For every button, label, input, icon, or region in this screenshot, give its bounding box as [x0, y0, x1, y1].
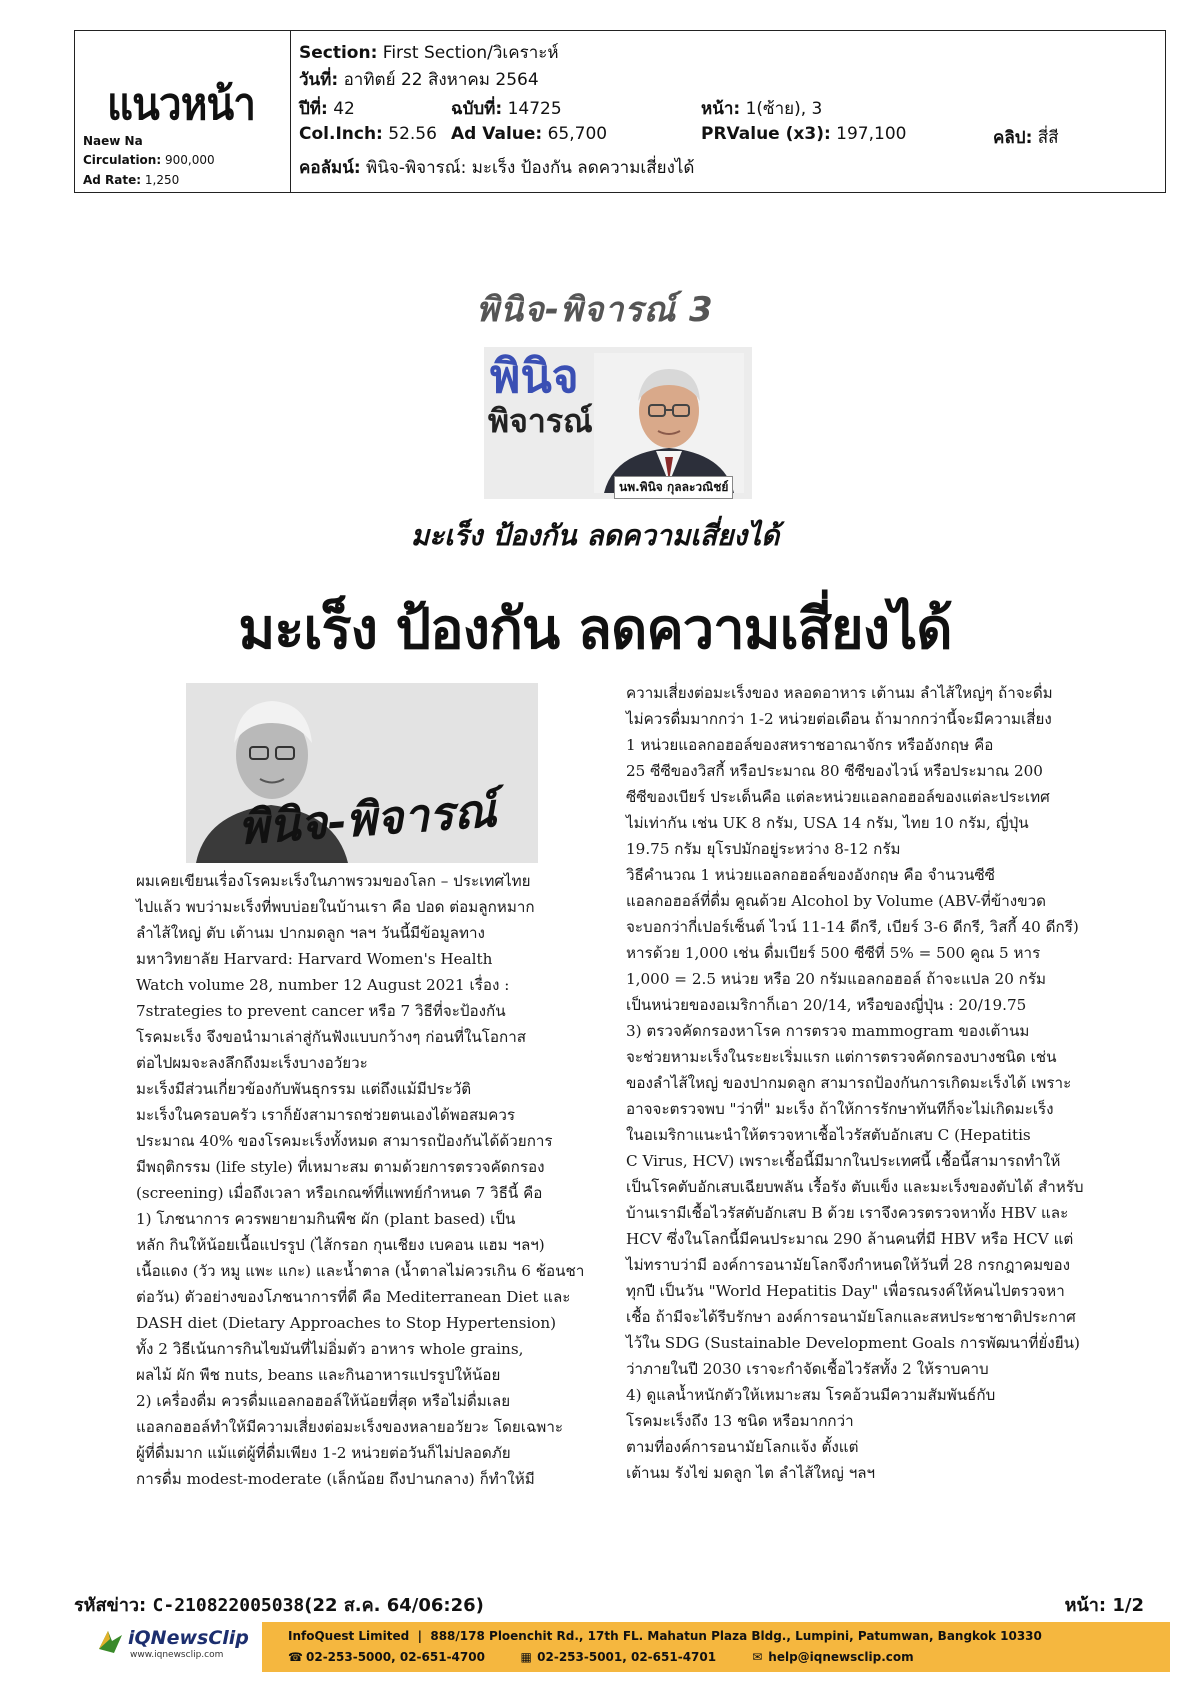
- publication-block: [75, 31, 291, 192]
- body-line: DASH diet (Dietary Approaches to Stop Hypertension): [136, 1314, 557, 1332]
- company-address: InfoQuest Limited | 888/178 Ploenchit Rd., 17th FL. Mahatun Plaza Bldg., Lumpini, Patumwan, Bangkok 10330: [288, 1629, 1042, 1643]
- body-line: ไว้ใน SDG (Sustainable Development Goals การพัฒนาที่ยั่งยืน): [626, 1334, 1080, 1352]
- body-line: 1 หน่วยแอลกอฮอล์ของสหราชอาณาจักร หรืออังกฤษ คือ: [626, 736, 994, 754]
- column-signature: พินิจ-พิจารณ์: [236, 783, 498, 855]
- body-line: ทั้ง 2 วิธีเน้นการกินไขมันที่ไม่อิ่มตัว อาหาร whole grains,: [136, 1340, 524, 1358]
- issue: ฉบับที่: 14725: [451, 99, 562, 119]
- body-line: 4) ดูแลน้ำหนักตัวให้เหมาะสม โรคอ้วนมีความสัมพันธ์กับ: [626, 1386, 996, 1404]
- body-line: ตามที่องค์การอนามัยโลกแจ้ง ตั้งแต่: [626, 1438, 859, 1456]
- body-line: ไม่เท่ากัน เช่น UK 8 กรัม, USA 14 กรัม, ไทย 10 กรัม, ญี่ปุ่น: [626, 814, 1029, 832]
- author-caption: นพ.พินิจ กุลละวณิชย์: [614, 476, 733, 499]
- body-line: แอลกอฮอล์ทำให้มีความเสี่ยงต่อมะเร็งของหลายอวัยวะ โดยเฉพาะ: [136, 1418, 564, 1436]
- brand-url: www.iqnewsclip.com: [130, 1650, 224, 1660]
- body-line: 19.75 กรัม ยุโรปมักอยู่ระหว่าง 8-12 กรัม: [626, 840, 901, 858]
- body-line: ผู้ที่ดื่มมาก แม้แต่ผู้ที่ดื่มเพียง 1-2 หน่วยต่อวันก็ไม่ปลอดภัย: [136, 1444, 511, 1462]
- brand-mark-icon: [96, 1627, 126, 1657]
- col-inch: Col.Inch: 52.56: [299, 124, 437, 144]
- newspaper-logo: แนวหน้า: [107, 79, 256, 130]
- body-line: 25 ซีซีของวิสกี้ หรือประมาณ 80 ซีซีของไวน์ หรือประมาณ 200: [626, 762, 1043, 780]
- body-line: มะเร็งมีส่วนเกี่ยวข้องกับพันธุกรรม แต่ถึงแม้มีประวัติ: [136, 1080, 472, 1098]
- body-line: ผลไม้ ผัก พืช nuts, beans และกินอาหารแปรรูปให้น้อย: [136, 1366, 501, 1384]
- body-line: ประมาณ 40% ของโรคมะเร็งทั้งหมด สามารถป้องกันได้ด้วยการ: [136, 1132, 553, 1150]
- ad-value: Ad Value: 65,700: [451, 124, 608, 144]
- ad-rate: Ad Rate: 1,250: [83, 173, 180, 187]
- circulation: Circulation: 900,000: [83, 153, 215, 167]
- body-line: 3) ตรวจคัดกรองหาโรค การตรวจ mammogram ของเต้านม: [626, 1022, 1030, 1040]
- body-line: ผมเคยเขียนเรื่องโรคมะเร็งในภาพรวมของโลก – ประเทศไทย: [136, 872, 531, 890]
- body-line: มีพฤติกรรม (life style) ที่เหมาะสม ตามด้วยการตรวจคัดกรอง: [136, 1158, 545, 1176]
- body-line: ลำไส้ใหญ่ ตับ เต้านม ปากมดลูก ฯลฯ วันนี้มีข้อมูลทาง: [136, 924, 485, 942]
- body-line: ของลำไส้ใหญ่ ของปากมดลูก สามารถป้องกันการเกิดมะเร็งได้ เพราะ: [626, 1074, 1072, 1092]
- body-line: 1) โภชนาการ ควรพยายามกินพืช ผัก (plant based) เป็น: [136, 1210, 516, 1228]
- column-photo: [186, 683, 538, 863]
- body-line: เป็นหน่วยของอเมริกาก็เอา 20/14, หรือของญี่ปุ่น : 20/19.75: [626, 996, 1027, 1014]
- body-line: ไม่ทราบว่ามี องค์การอนามัยโลกจึงกำหนดให้วันที่ 28 กรกฎาคมของ: [626, 1256, 1071, 1274]
- article-subtitle: มะเร็ง ป้องกัน ลดความเสี่ยงได้: [410, 519, 780, 552]
- brand-name: iQNewsClip: [128, 1627, 249, 1649]
- body-line: ไปแล้ว พบว่ามะเร็งที่พบบ่อยในบ้านเรา คือ ปอด ต่อมลูกหมาก: [136, 898, 535, 916]
- body-line: ทุกปี เป็นวัน "World Hepatitis Day" เพื่อรณรงค์ให้คนไปตรวจหา: [626, 1282, 1065, 1300]
- body-line: หลัก กินให้น้อยเนื้อแปรรูป (ไส้กรอก กุนเชียง เบคอน แฮม ฯลฯ): [136, 1236, 545, 1254]
- news-reference: รหัสข่าว: C-210822005038(22 ส.ค. 64/06:26): [74, 1595, 484, 1616]
- clip-color: คลิป: สี่สี: [993, 128, 1059, 148]
- iqnewsclip-logo: [96, 1625, 256, 1665]
- body-line: โรคมะเร็งถึง 13 ชนิด หรือมากกว่า: [626, 1412, 854, 1430]
- body-line: เชื้อ ถ้ามีจะได้รีบรักษา องค์การอนามัยโลกและสหประชาชาติประกาศ: [626, 1308, 1076, 1326]
- clip-header: [74, 30, 1166, 193]
- fax-icon: ▦: [520, 1650, 532, 1664]
- body-line: ในอเมริกาแนะนำให้ตรวจหาเชื้อไวรัสตับอักเสบ C (Hepatitis: [626, 1126, 1031, 1144]
- column-banner: [484, 347, 752, 499]
- publication-name: Naew Na: [83, 134, 143, 148]
- body-line: ว่าภายในปี 2030 เราจะกำจัดเชื้อไวรัสทั้ง 2 ให้ราบคาบ: [626, 1360, 989, 1378]
- body-line: บ้านเรามีเชื้อไวรัสตับอักเสบ B ด้วย เราจึงควรตรวจหาทั้ง HBV และ: [626, 1204, 1069, 1222]
- contact-line: [288, 1650, 918, 1664]
- body-line: หารด้วย 1,000 เช่น ดื่มเบียร์ 500 ซีซีที่ 5% = 500 คูณ 5 หาร: [626, 944, 1041, 962]
- body-line: Watch volume 28, number 12 August 2021 เรื่อง :: [136, 976, 510, 994]
- year: ปีที่: 42: [299, 99, 355, 119]
- body-line: C Virus, HCV) เพราะเชื้อนี้มีมากในประเทศนี้ เชื้อนี้สามารถทำให้: [626, 1152, 1061, 1170]
- body-line: ต่อวัน) ตัวอย่างของโภชนาการที่ดี คือ Mediterranean Diet และ: [136, 1288, 571, 1306]
- body-line: 1,000 = 2.5 หน่วย หรือ 20 กรัมแอลกอฮอล์ ถ้าจะแปล 20 กรัม: [626, 970, 1047, 988]
- body-line: เนื้อแดง (วัว หมู แพะ แกะ) และน้ำตาล (น้ำตาลไม่ควรเกิน 6 ช้อนชา: [136, 1262, 585, 1280]
- body-line: แอลกอฮอล์ที่ดื่ม คูณด้วย Alcohol by Volume (ABV-ที่ข้างขวด: [626, 892, 1046, 910]
- left-text-column: [136, 868, 584, 1498]
- body-line: มหาวิทยาลัย Harvard: Harvard Women's Health: [136, 950, 493, 968]
- clip-metadata: [291, 31, 1165, 192]
- body-line: จะช่วยหามะเร็งในระยะเริ่มแรก แต่การตรวจคัดกรองบางชนิด เช่น: [626, 1048, 1057, 1066]
- fax-numbers: 02-253-5001, 02-651-4701: [537, 1650, 717, 1664]
- phone-icon: ☎: [288, 1650, 303, 1664]
- body-line: 7strategies to prevent cancer หรือ 7 วิธีที่จะป้องกัน: [136, 1002, 506, 1020]
- body-line: ซีซีของเบียร์ ประเด็นคือ แต่ละหน่วยแอลกอฮอล์ของแต่ละประเทศ: [626, 788, 1050, 806]
- body-line: อาจจะตรวจพบ "ว่าที่" มะเร็ง ถ้าให้การรักษาทันทีก็จะไม่เกิดมะเร็ง: [626, 1100, 1054, 1118]
- author-portrait: [594, 353, 744, 493]
- body-line: ไม่ควรดื่มมากกว่า 1-2 หน่วยต่อเดือน ถ้ามากกว่านี้จะมีความเสี่ยง: [626, 710, 1052, 728]
- column-kicker: พินิจ-พิจารณ์ 3: [476, 290, 714, 330]
- body-line: HCV ซึ่งในโลกนี้มีคนประมาณ 290 ล้านคนที่มี HBV หรือ HCV แต่: [626, 1230, 1074, 1248]
- banner-title-line1: พินิจ: [490, 349, 579, 403]
- date: วันที่: อาทิตย์ 22 สิงหาคม 2564: [299, 70, 539, 90]
- body-line: เป็นโรคตับอักเสบเฉียบพลัน เรื้อรัง ตับแข็ง และมะเร็งของตับได้ สำหรับ: [626, 1178, 1084, 1196]
- email-icon: ✉: [752, 1650, 763, 1664]
- body-line: (screening) เมื่อถึงเวลา หรือเกณฑ์ที่แพทย์กำหนด 7 วิธีนี้ คือ: [136, 1184, 543, 1202]
- pr-value: PRValue (x3): 197,100: [701, 124, 907, 144]
- section: Section: First Section/วิเคราะห์: [299, 43, 559, 63]
- body-line: มะเร็งในครอบครัว เราก็ยังสามารถช่วยตนเองได้พอสมควร: [136, 1106, 516, 1124]
- body-line: ต่อไปผมจะลงลึกถึงมะเร็งบางอวัยวะ: [136, 1054, 368, 1072]
- body-line: ความเสี่ยงต่อมะเร็งของ หลอดอาหาร เต้านม ลำไส้ใหญ่ๆ ถ้าจะดื่ม: [626, 684, 1053, 702]
- email-address: help@iqnewsclip.com: [768, 1650, 914, 1664]
- article-headline: มะเร็ง ป้องกัน ลดความเสี่ยงได้: [238, 597, 952, 662]
- body-line: 2) เครื่องดื่ม ควรดื่มแอลกอฮอล์ให้น้อยที่สุด หรือไม่ดื่มเลย: [136, 1392, 511, 1410]
- page-number: หน้า: 1(ซ้าย), 3: [701, 99, 823, 119]
- right-text-column: [626, 680, 1096, 1500]
- contact-bar: [262, 1622, 1170, 1672]
- body-line: จะบอกว่ากี่เปอร์เซ็นต์ ไวน์ 11-14 ดีกรี, เบียร์ 3-6 ดีกรี, วิสกี้ 40 ดีกรี): [626, 918, 1079, 936]
- body-line: เต้านม รังไข่ มดลูก ไต ลำไส้ใหญ่ ฯลฯ: [626, 1464, 876, 1482]
- banner-title-line2: พิจารณ์: [488, 402, 593, 440]
- column-name: คอลัมน์: พินิจ-พิจารณ์: มะเร็ง ป้องกัน ลดความเสี่ยงได้: [299, 158, 695, 178]
- body-line: การดื่ม modest-moderate (เล็กน้อย ถึงปานกลาง) ก็ทำให้มี: [136, 1470, 535, 1488]
- phone-numbers: 02-253-5000, 02-651-4700: [306, 1650, 485, 1664]
- body-line: โรคมะเร็ง จึงขอนำมาเล่าสู่กันฟังแบบกว้างๆ ก่อนที่ในโอกาส: [136, 1028, 527, 1046]
- body-line: วิธีคำนวณ 1 หน่วยแอลกอฮอล์ของอังกฤษ คือ จำนวนซีซี: [626, 866, 995, 884]
- footer-page: หน้า: 1/2: [1064, 1595, 1144, 1616]
